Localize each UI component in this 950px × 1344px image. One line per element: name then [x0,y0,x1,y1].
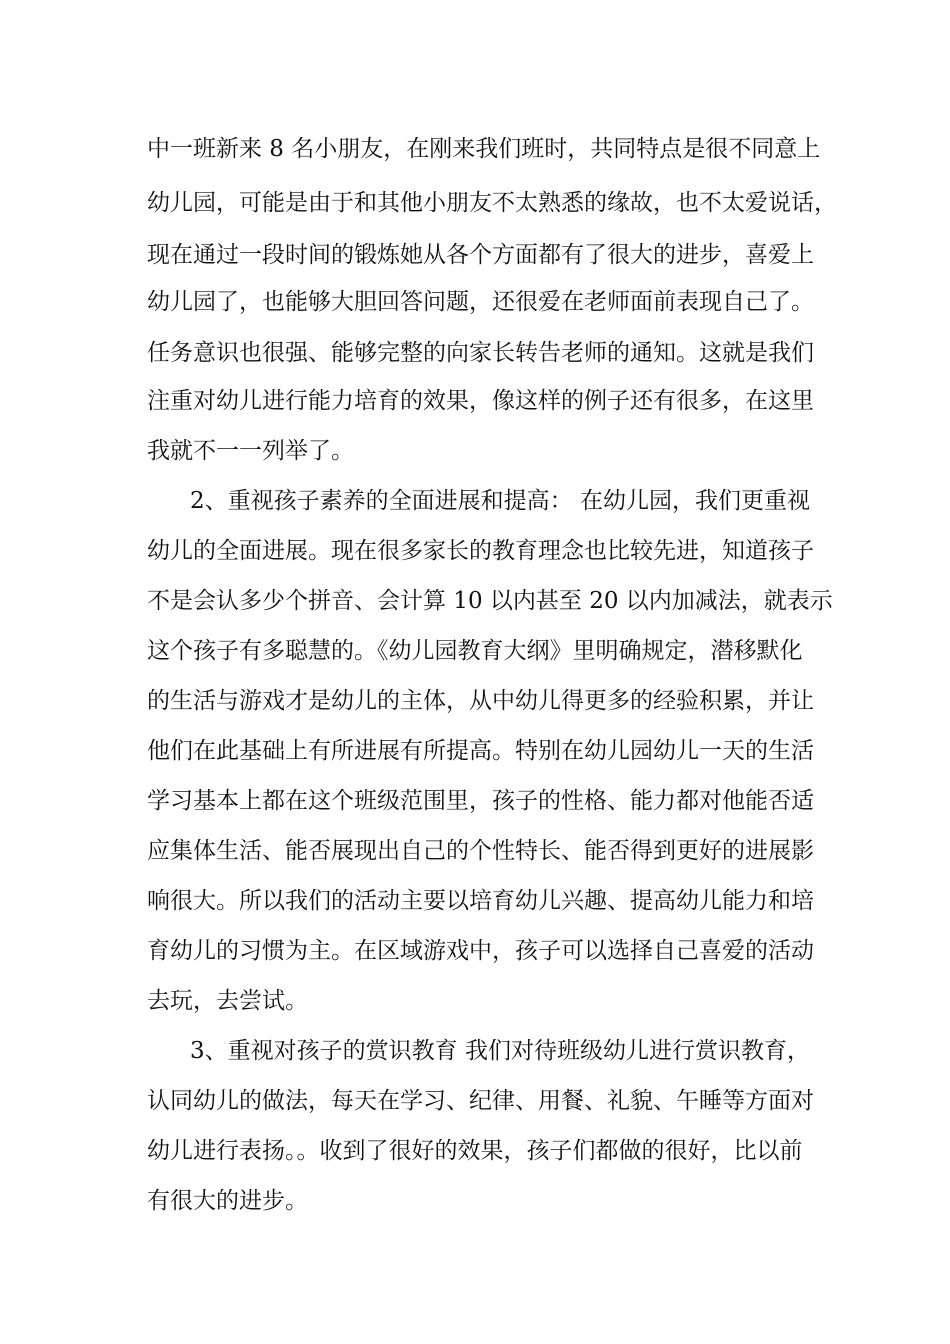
text-line-content: 幼儿园，可能是由于和其他小朋友不太熟悉的缘故，也不太爱说话， [147,190,837,216]
text-line-content: 认同幼儿的做法，每天在学习、纪律、用餐、礼貌、午睡等方面对 [147,1088,814,1114]
text-line-content: 他们在此基础上有所进展有所提高。特别在幼儿园幼儿一天的生活 [147,738,814,764]
text-line-content: 的生活与游戏才是幼儿的主体，从中幼儿得更多的经验积累，并让 [147,688,814,714]
text-line [0,931,950,971]
text-line-content: 去玩，去尝试。 [147,988,308,1014]
text-line-content: 3、重视对孩子的赏识教育 我们对待班级幼儿进行赏识教育， [190,1038,810,1064]
text-line [0,631,950,671]
text-line-content: 应集体生活、能否展现出自己的个性特长、能否得到更好的进展影 [147,838,814,864]
text-line-content: 育幼儿的习惯为主。在区域游戏中，孩子可以选择自己喜爱的活动 [147,938,814,964]
text-line [0,681,950,721]
text-line-content: 2、重视孩子素养的全面进展和提高： 在幼儿园，我们更重视 [190,488,810,514]
text-line [0,781,950,821]
text-line-content: 幼儿的全面进展。现在很多家长的教育理念也比较先进，知道孩子 [147,538,814,564]
text-line-content: 幼儿进行表扬。。收到了很好的效果，孩子们都做的很好，比以前 [147,1138,803,1164]
text-line-content: 幼儿园了，也能够大胆回答问题，还很爱在老师面前表现自己了。 [147,289,814,315]
text-line [0,1081,950,1121]
text-line [0,333,950,373]
text-line-content: 响很大。所以我们的活动主要以培育幼儿兴趣、提高幼儿能力和培 [147,888,814,914]
text-line-content: 学习基本上都在这个班级范围里，孩子的性格、能力都对他能否适 [147,788,814,814]
text-line [0,1131,950,1171]
text-line [0,731,950,771]
text-line [0,1181,950,1221]
text-line [0,531,950,571]
text-line [0,831,950,871]
text-line [0,431,950,471]
text-line [0,381,950,421]
text-line-content: 注重对幼儿进行能力培育的效果，像这样的例子还有很多，在这里 [147,388,814,414]
text-line-content: 现在通过一段时间的锻炼她从各个方面都有了很大的进步，喜爱上 [147,242,814,268]
text-line [0,282,950,322]
text-line-content: 不是会认多少个拼音、会计算 10 以内甚至 20 以内加减法，就表示 [147,588,833,614]
text-line-content: 有很大的进步。 [147,1188,308,1214]
text-line-content: 中一班新来 8 名小朋友，在刚来我们班时，共同特点是很不同意上 [147,136,821,162]
text-line-content: 这个孩子有多聪慧的。《幼儿园教育大纲》里明确规定，潜移默化 [147,638,803,664]
text-line [0,881,950,921]
text-line [0,183,950,223]
text-line-content: 我就不一一列举了。 [147,438,354,464]
text-line [0,129,950,169]
text-line [0,581,950,621]
text-line [0,481,950,521]
text-line-content: 任务意识也很强、能够完整的向家长转告老师的通知。这就是我们 [147,340,814,366]
text-line [0,981,950,1021]
text-line [0,1031,950,1071]
text-line [0,235,950,275]
